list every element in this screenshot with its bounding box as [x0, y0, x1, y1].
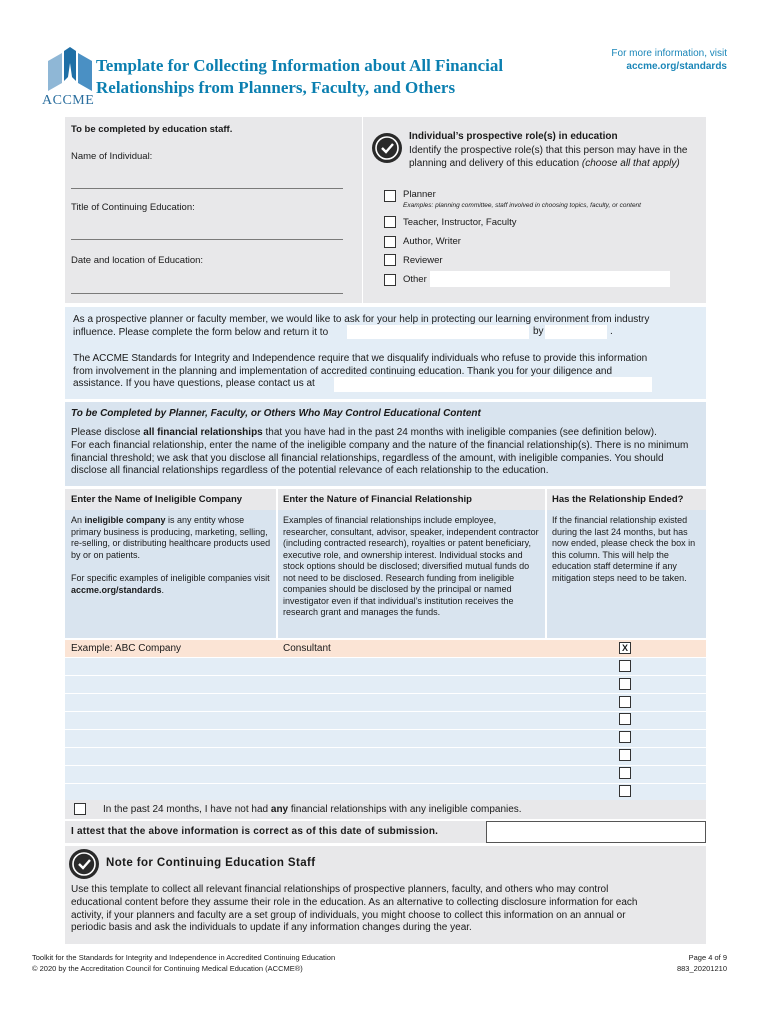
intro-para1: As a prospective planner or faculty member, we would like to ask for your help in protecting our learning environment from industry influence. Please complete the form below and return it to [73, 314, 650, 338]
date-field[interactable] [71, 280, 343, 294]
ended-checkbox[interactable] [619, 749, 631, 761]
ended-checkbox[interactable] [619, 713, 631, 725]
note-checkmark-icon [69, 849, 99, 879]
note-text: Use this template to collect all relevant financial relationships of prospective planners, faculty, and others who may control educational content before they assume their role in the education. As an alternative to collecting disclosure information for each activity, if your planners and faculty are a set group of individuals, you might choose to collect this information on an annual or periodic basis and ask the individuals to update if any information changes during the year. [71, 884, 638, 934]
col-header-company: Enter the Name of Ineligible Company [71, 494, 243, 505]
col-header-nature: Enter the Nature of Financial Relationship [283, 494, 472, 505]
checkmark-badge-icon [372, 133, 402, 163]
role-reviewer-label: Reviewer [403, 255, 443, 266]
role-other-field[interactable] [430, 271, 670, 287]
example-ended-checkbox: X [619, 642, 631, 654]
ended-checkbox[interactable] [619, 696, 631, 708]
logo-text: ACCME [42, 93, 95, 108]
nature-input[interactable] [278, 658, 545, 801]
role-teacher-checkbox[interactable] [384, 216, 396, 228]
example-company: Example: ABC Company [71, 643, 182, 654]
roles-instruction: Identify the prospective role(s) that this person may have in the planning and delivery of this education (choose all that apply) [409, 145, 688, 169]
ended-checkbox[interactable] [619, 678, 631, 690]
role-teacher-label: Teacher, Instructor, Faculty [403, 217, 517, 228]
title-field[interactable] [71, 226, 343, 240]
role-reviewer-checkbox[interactable] [384, 254, 396, 266]
role-planner-note: Examples: planning committee, staff involved in choosing topics, faculty, or content [403, 202, 641, 209]
ended-checkbox[interactable] [619, 731, 631, 743]
note-heading: Note for Continuing Education Staff [106, 857, 316, 869]
role-other-label: Other [403, 274, 427, 285]
attest-text: I attest that the above information is correct as of this date of submission. [71, 826, 439, 837]
col1-description: An ineligible company is any entity whose primary business is producing, marketing, selling, re-selling, or distributing healthcare products used by or on patients. For specific examples of ineligible companies visit accme.org/standards. [71, 515, 271, 595]
footer-left: Toolkit for the Standards for Integrity and Independence in Accredited Continuing Education © 2020 by the Accreditation Council for Continuing Medical Education (ACCME®) [32, 953, 336, 973]
example-nature: Consultant [283, 643, 331, 654]
more-info [611, 47, 727, 73]
name-label: Name of Individual: [71, 151, 153, 162]
return-to-field[interactable] [347, 325, 529, 339]
by-label: by [533, 326, 544, 337]
col3-description: If the financial relationship existed during the last 24 months, but has now ended, please check the box in this column. This will help the education staff determine if any mitigation steps need to be taken. [552, 515, 696, 583]
doc-code: 883_20201210 [676, 963, 727, 973]
role-author-label: Author, Writer [403, 236, 461, 247]
ended-checkbox[interactable] [619, 785, 631, 797]
col-header-ended: Has the Relationship Ended? [552, 494, 684, 505]
footer-right [677, 953, 727, 974]
intro-para2: The ACCME Standards for Integrity and Independence require that we disqualify individuals who refuse to provide this information from involvement in the planning and implementation of accredited continuing education. Thank you for your diligence and assistance. If you have questions, please contact us at [73, 353, 648, 389]
more-info-text: For more information, visit [611, 48, 727, 59]
accme-logo [42, 47, 98, 109]
role-planner-checkbox[interactable] [384, 190, 396, 202]
period: . [610, 326, 613, 337]
by-date-field[interactable] [545, 325, 607, 339]
disclosure-heading: To be Completed by Planner, Faculty, or Others Who May Control Educational Content [71, 408, 481, 419]
col2-description: Examples of financial relationships include employee, researcher, consultant, advisor, speaker, independent contractor (including contracted research), royalties or patent beneficiary, executive role, and ownership interest. Individual stocks and stock options should be disclosed; diversified mutual funds do not need to be disclosed. Research funding from ineligible companies should be disclosed by the principal or named investigator even if that individual’s institution receives the research grant and manages the funds. [283, 515, 539, 617]
page-number: Page 4 of 9 [688, 953, 727, 962]
role-author-checkbox[interactable] [384, 236, 396, 248]
disclosure-text: Please disclose all financial relationships that you have had in the past 24 months with ineligible companies (see definition below). For each financial relationship, enter the name of the ineligible company and the nature of the financial relationship(s). There is no minimum financial threshold; we ask that you disclose all financial relationships, regardless of the amount, with ineligible companies. You should disclose all financial relationships regardless of the potential relevance of each relationship to the education. [71, 427, 689, 477]
ended-checkbox[interactable] [619, 660, 631, 672]
no-relationships-checkbox[interactable] [74, 803, 86, 815]
title-label: Title of Continuing Education: [71, 202, 195, 213]
roles-heading: Individual’s prospective role(s) in education [409, 131, 618, 142]
name-field[interactable] [71, 175, 343, 189]
page-title: Template for Collecting Information about All Financial Relationships from Planners, Faculty, and Others [96, 56, 504, 97]
date-label: Date and location of Education: [71, 255, 204, 266]
no-relationships-text: In the past 24 months, I have not had any financial relationships with any ineligible companies. [103, 804, 522, 815]
role-planner-label: Planner [403, 189, 436, 200]
attest-date-field[interactable] [486, 821, 706, 843]
role-other-checkbox[interactable] [384, 274, 396, 286]
more-info-link[interactable]: accme.org/standards [626, 61, 727, 72]
staff-heading: To be completed by education staff. [71, 124, 233, 135]
company-input[interactable] [65, 658, 276, 801]
contact-field[interactable] [334, 377, 652, 392]
ended-checkbox[interactable] [619, 767, 631, 779]
